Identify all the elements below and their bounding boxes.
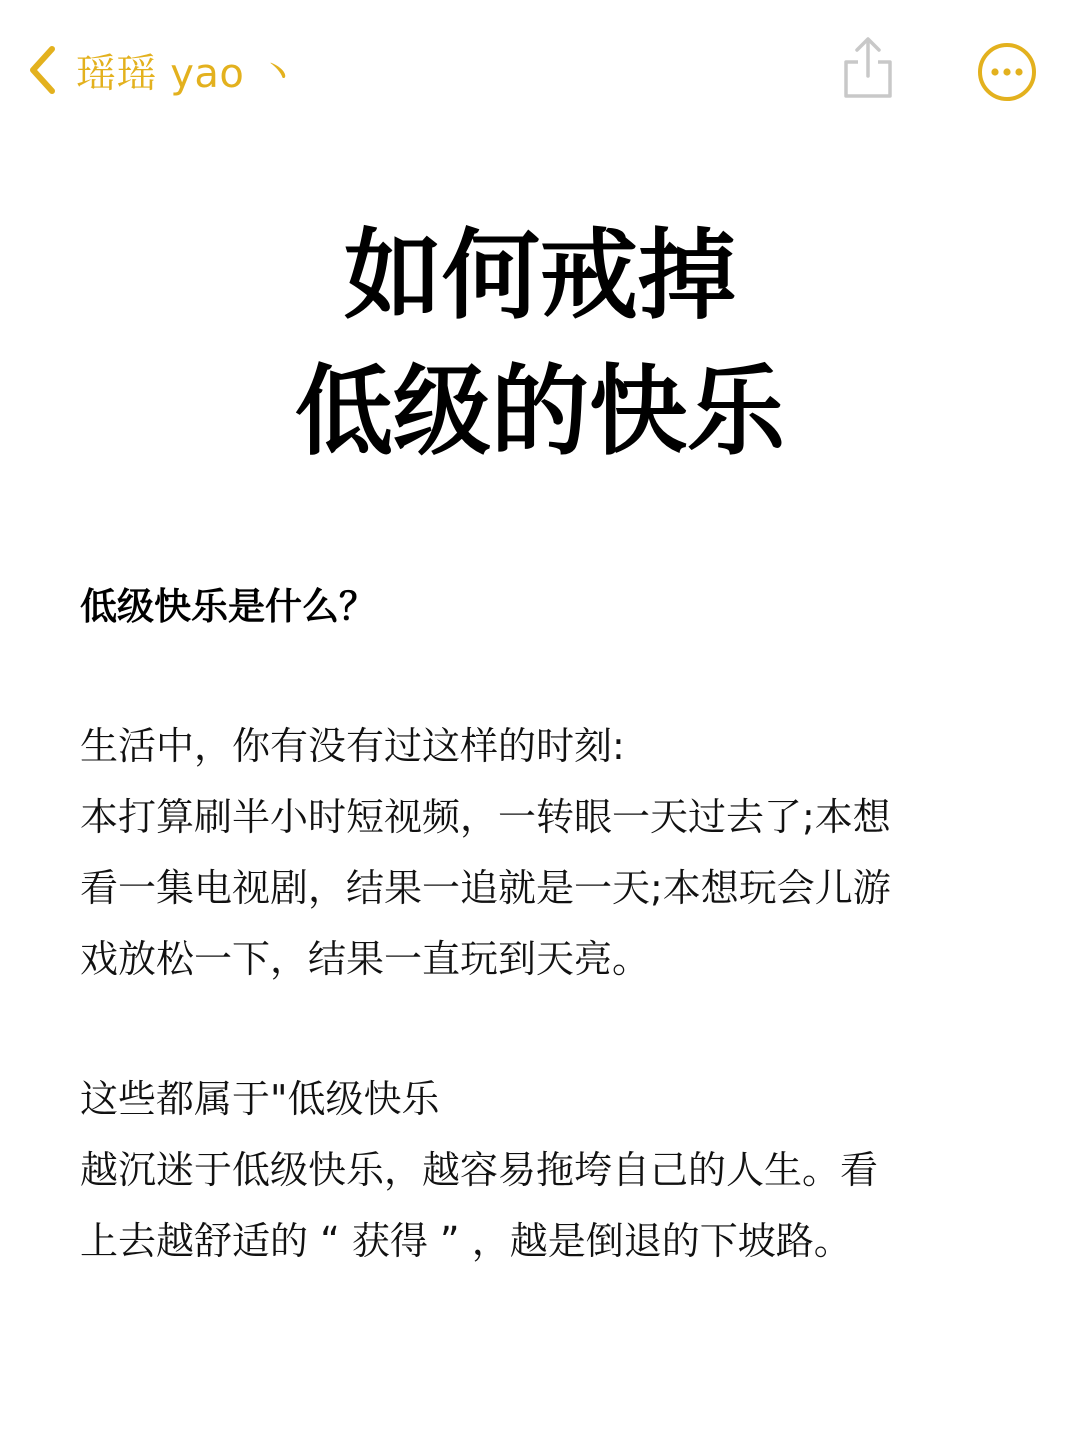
share-icon [840,87,896,106]
paragraph-line: 本打算刷半小时短视频，一转眼一天过去了;本想 [80,795,891,839]
paragraph-line: 越沉迷于低级快乐，越容易拖垮自己的人生。看 [80,1148,879,1192]
share-button[interactable] [840,34,896,102]
paragraph-2 [80,1064,878,1277]
top-bar [0,0,1080,140]
paragraph-line: 戏放松一下，结果一直玩到天亮。 [80,937,651,981]
title-line-1: 如何戒掉 [343,219,736,333]
paragraph-line: 生活中，你有没有过这样的时刻: [80,724,625,768]
section-heading: 低级快乐是什么？ [80,585,376,628]
more-button[interactable] [976,41,1038,103]
paragraph-line: 这些都属于"低级快乐 [80,1077,440,1121]
chevron-left-icon [28,45,58,95]
back-button[interactable] [28,38,298,102]
article-title [0,208,1080,480]
paragraph-line: 看一集电视剧，结果一追就是一天;本想玩会儿游 [80,866,891,910]
author-name: 瑶瑶 yao 丶 [76,50,299,97]
paragraph-line: 上去越舒适的 “ 获得 ” ，越是倒退的下坡路。 [80,1219,852,1263]
more-icon [976,88,1038,107]
paragraph-1 [80,711,891,995]
title-line-2: 低级的快乐 [294,355,785,469]
